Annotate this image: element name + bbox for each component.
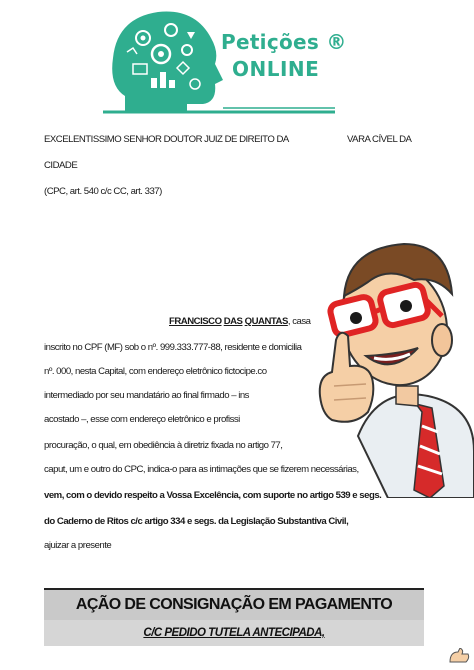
action-subtitle: C/C PEDIDO TUTELA ANTECIPADA,	[143, 627, 325, 639]
logo-subtitle: ONLINE	[232, 57, 320, 81]
body-line: do Caderno de Ritos c/c artigo 334 e segs. da Legislação Substantiva Civil,	[44, 516, 349, 527]
party-first-name: FRANCISCO	[169, 316, 222, 327]
header-line-1	[44, 134, 428, 146]
logo-title: Petições ®	[221, 30, 347, 54]
body-line: procuração, o qual, em obediência à diretriz fixada no artigo 77,	[44, 440, 283, 451]
body-line: caput, um e outro do CPC, indica-o para as intimações que se fizerem necessárias,	[44, 464, 359, 475]
corner-thumb-icon	[448, 648, 470, 664]
cartoon-man-glasses-thumbs-up-icon	[318, 236, 474, 498]
body-line: inscrito no CPF (MF) sob o nº. 999.333.777-88, residente e domicilia	[44, 342, 302, 353]
party-name-line	[169, 316, 310, 328]
action-title: AÇÃO DE CONSIGNAÇÃO EM PAGAMENTO	[75, 596, 393, 613]
header-line-1-left: EXCELENTISSIMO SENHOR DOUTOR JUIZ DE DIREITO DA	[44, 134, 289, 145]
body-line: ajuizar a presente	[44, 540, 112, 551]
header-line-2: CIDADE	[44, 160, 78, 171]
header-line-1-right: VARA CÍVEL DA	[347, 134, 412, 145]
body-line: acostado –, esse com endereço eletrônico e profissi	[44, 414, 240, 425]
body-line: vem, com o devido respeito a Vossa Excelência, com suporte no artigo 539 e segs.	[44, 490, 382, 501]
body-line: intermediado por seu mandatário ao final firmado – ins	[44, 390, 249, 401]
party-last-name: QUANTAS	[244, 316, 288, 327]
logo-text	[221, 30, 347, 81]
action-title-box	[44, 588, 424, 620]
legal-reference: (CPC, art. 540 c/c CC, art. 337)	[44, 186, 162, 197]
body-line: nº. 000, nesta Capital, com endereço eletrônico fictocipe.co	[44, 366, 267, 377]
party-after: , casa	[287, 316, 311, 327]
action-subtitle-box	[44, 620, 424, 646]
party-mid-name: DAS	[223, 316, 243, 327]
